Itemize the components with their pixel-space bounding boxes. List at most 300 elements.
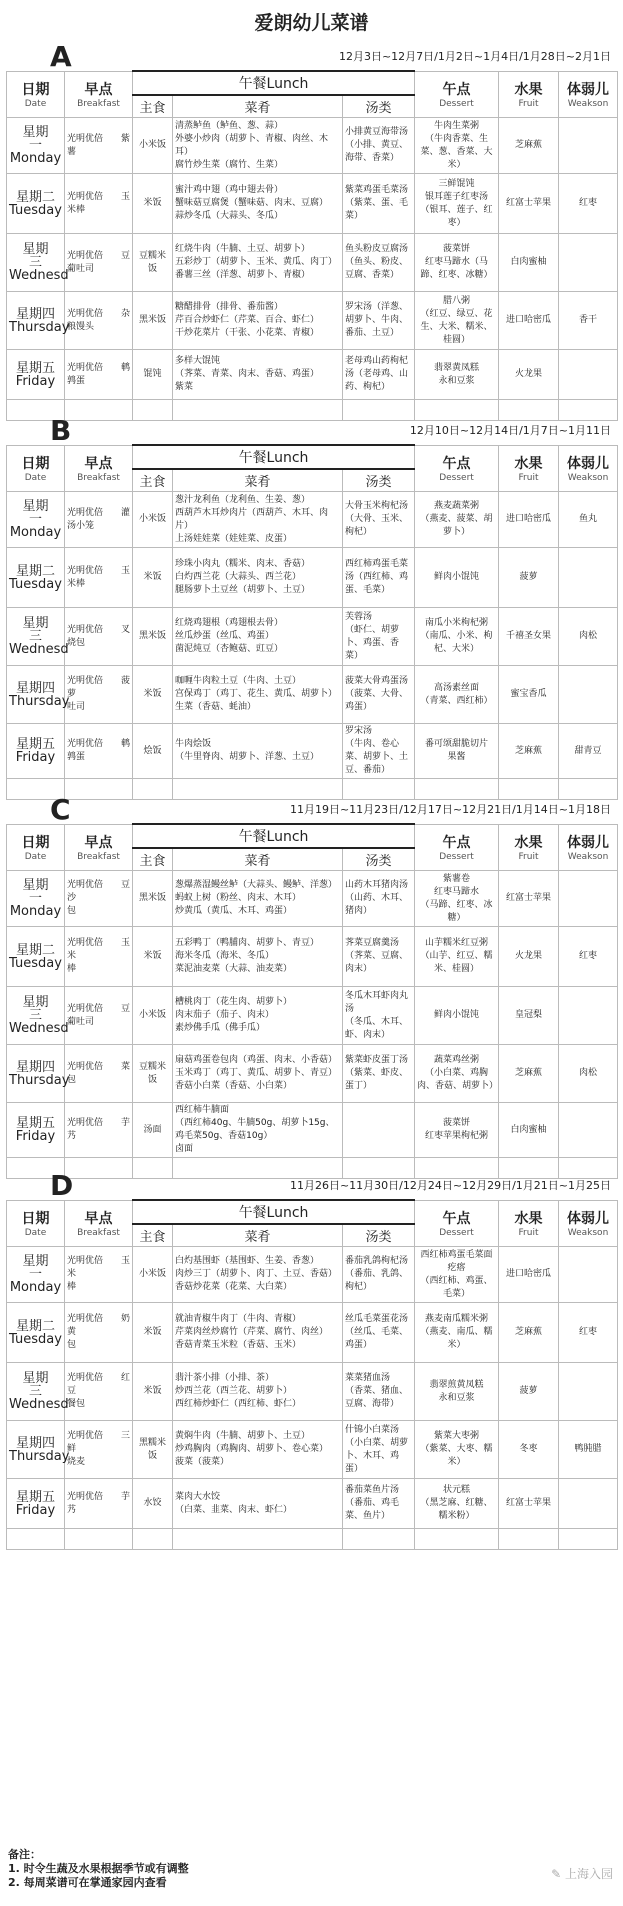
header-breakfast-cn: 早点 xyxy=(84,456,113,473)
fruit-cell: 红富士苹果 xyxy=(499,174,559,234)
header-breakfast-cn: 早点 xyxy=(84,82,113,99)
dishes-cell: 蜜汁鸡中翅（鸡中翅去骨） 蟹味菇豆腐煲（蟹味菇、肉末、豆腐） 蒜炒冬瓜（大蒜头、冬瓜） xyxy=(173,174,343,234)
blank-cell xyxy=(415,1529,499,1550)
soup-cell: 小排黄豆海带汤（小排、黄豆、海带、香菜） xyxy=(343,118,415,174)
staple-cell: 烩饭 xyxy=(133,724,173,779)
dishes-cell: 红烧鸡翅根（鸡翅根去骨） 丝瓜炒蛋（丝瓜、鸡蛋） 菌泥炖豆（杏鲍菇、豇豆） xyxy=(173,608,343,666)
weak-cell xyxy=(559,350,618,400)
dessert-cell: 牛肉生菜粥 （牛肉香菜、生菜、葱、香菜、大米） xyxy=(415,118,499,174)
header-weak-cn: 体弱儿 xyxy=(567,82,610,99)
staple-cell: 小米饭 xyxy=(133,987,173,1045)
fruit-cell: 冬枣 xyxy=(499,1421,559,1479)
breakfast-cell: 光明优倍 芋 艿 xyxy=(65,1479,133,1529)
header-staple: 主食 xyxy=(133,95,173,118)
fruit-cell: 千禧圣女果 xyxy=(499,608,559,666)
dessert-cell: 翡翠煎黄凤糕 永和豆浆 xyxy=(415,1363,499,1421)
week-section-a xyxy=(6,38,617,398)
breakfast-cell: 光明优倍 鹌 鹑蛋 xyxy=(65,350,133,400)
week-dates: 11月26日~11月30日/12月24日~12月29日/1月21日~1月25日 xyxy=(289,1179,611,1192)
header-soup: 汤类 xyxy=(343,95,415,118)
day-row xyxy=(7,174,618,234)
dessert-cell: 燕麦南瓜糯米粥 （燕麦、南瓜、糯米） xyxy=(415,1303,499,1363)
day-label xyxy=(7,927,65,987)
week-section-c xyxy=(6,791,617,1153)
header-breakfast xyxy=(65,71,133,118)
day-name: 星期 一Monday xyxy=(9,125,62,166)
dessert-cell: 山芋糯米红豆粥 （山芋、红豆、糯米、桂圆） xyxy=(415,927,499,987)
header-fruit xyxy=(499,1200,559,1247)
staple-cell: 汤面 xyxy=(133,1103,173,1158)
fruit-cell: 红富士苹果 xyxy=(499,1479,559,1529)
notes-line-1: 1. 时令生蔬及水果根据季节或有调整 xyxy=(8,1862,189,1875)
breakfast-cell: 光明优倍 菠萝 吐司 xyxy=(65,666,133,724)
header-row-1 xyxy=(7,824,618,848)
header-fruit-en: Fruit xyxy=(518,1228,539,1239)
day-row xyxy=(7,1303,618,1363)
blank-cell xyxy=(499,1529,559,1550)
day-name: 星期二 Tuesday xyxy=(9,1318,62,1347)
week-letter: A xyxy=(50,40,72,73)
header-fruit-cn: 水果 xyxy=(514,456,543,473)
header-staple: 主食 xyxy=(133,469,173,492)
dishes-cell: 就油青椒牛肉丁（牛肉、青椒） 芹菜肉丝炒腐竹（芹菜、腐竹、肉丝） 香菇青菜玉米粒（香菇、玉米） xyxy=(173,1303,343,1363)
header-date xyxy=(7,824,65,871)
header-date xyxy=(7,445,65,492)
breakfast-cell: 光明优倍 杂 粮馒头 xyxy=(65,292,133,350)
weak-cell: 鱼丸 xyxy=(559,492,618,548)
staple-cell: 豆糯米饭 xyxy=(133,234,173,292)
header-date-cn: 日期 xyxy=(21,456,50,473)
day-row xyxy=(7,1103,618,1158)
day-label xyxy=(7,1247,65,1303)
day-name: 星期 一Monday xyxy=(9,499,62,540)
day-name: 星期五 Friday xyxy=(15,1116,56,1144)
day-label xyxy=(7,492,65,548)
dessert-cell: 菠菜饼 红枣苹果枸杞粥 xyxy=(415,1103,499,1158)
dessert-cell: 西红柿鸡蛋毛菜面疙瘩 （西红柿、鸡蛋、毛菜） xyxy=(415,1247,499,1303)
day-label xyxy=(7,1103,65,1158)
fruit-cell: 进口哈密瓜 xyxy=(499,492,559,548)
header-lunch: 午餐Lunch xyxy=(133,1200,415,1224)
day-name: 星期五 Friday xyxy=(15,360,56,389)
notes xyxy=(8,1848,189,1890)
dishes-cell: 西红柿牛腩面 （西红柿40g、牛腩50g、胡萝卜15g、鸡毛菜50g、香菇10g） 卤面 xyxy=(173,1103,343,1158)
header-dishes: 菜肴 xyxy=(173,95,343,118)
blank-cell xyxy=(173,1529,343,1550)
header-date-en: Date xyxy=(24,1228,47,1239)
header-fruit xyxy=(499,824,559,871)
breakfast-cell: 光明优倍 玉米 棒 xyxy=(65,927,133,987)
day-row xyxy=(7,234,618,292)
breakfast-cell: 光明优倍 玉米棒 xyxy=(65,174,133,234)
header-weak-en: Weakson xyxy=(567,1228,609,1239)
day-label xyxy=(7,292,70,350)
dishes-cell: 红烧牛肉（牛腩、土豆、胡萝卜） 五彩炒丁（胡萝卜、玉米、黄瓜、肉丁） 番薯三丝（洋葱、胡萝卜、青椒） xyxy=(173,234,343,292)
day-row xyxy=(7,292,618,350)
staple-cell: 米饭 xyxy=(133,1363,173,1421)
dishes-cell: 糖醋排骨（排骨、番茄酱） 芹百合炒虾仁（芹菜、百合、虾仁） 干炒花菜片（干张、小花菜、青椒） xyxy=(173,292,343,350)
soup-cell: 紫菜鸡蛋毛菜汤（紫菜、蛋、毛菜） xyxy=(343,174,415,234)
header-date xyxy=(7,1200,65,1247)
header-dessert xyxy=(415,824,499,871)
header-date-en: Date xyxy=(24,99,47,110)
header-soup: 汤类 xyxy=(343,469,415,492)
soup-cell: 鱼头粉皮豆腐汤（鱼头、粉皮、豆腐、香菜） xyxy=(343,234,415,292)
staple-cell: 米饭 xyxy=(133,927,173,987)
soup-cell: 老母鸡山药枸杞汤（老母鸡、山药、枸杞） xyxy=(343,350,415,400)
staple-cell: 米饭 xyxy=(133,666,173,724)
staple-cell: 黑米饭 xyxy=(133,292,173,350)
soup-cell: 罗宋汤（洋葱、胡萝卜、牛肉、番茄、土豆） xyxy=(343,292,415,350)
fruit-cell: 火龙果 xyxy=(499,927,559,987)
fruit-cell: 菠萝 xyxy=(499,548,559,608)
week-dates: 12月10日~12月14日/1月7日~1月11日 xyxy=(409,424,611,437)
staple-cell: 米饭 xyxy=(133,548,173,608)
watermark: ✎ 上海入园 xyxy=(551,1867,613,1881)
blank-cell xyxy=(343,1529,415,1550)
day-label xyxy=(7,666,70,724)
soup-cell: 冬瓜木耳虾肉丸汤 （冬瓜、木耳、虾、肉末） xyxy=(343,987,415,1045)
day-label xyxy=(7,1303,65,1363)
blank-cell xyxy=(559,1529,618,1550)
soup-cell: 菜菜猪血汤 （香菜、猪血、豆腐、海带） xyxy=(343,1363,415,1421)
weak-cell: 香干 xyxy=(559,292,618,350)
breakfast-cell: 光明优倍 紫薯 xyxy=(65,118,133,174)
header-row-1 xyxy=(7,71,618,95)
day-row xyxy=(7,492,618,548)
soup-cell: 荠菜豆腐羹汤 （荠菜、豆腐、肉末） xyxy=(343,927,415,987)
staple-cell: 黑米饭 xyxy=(133,871,173,927)
soup-cell: 罗宋汤 （牛肉、卷心菜、胡萝卜、土豆、番茄） xyxy=(343,724,415,779)
day-label xyxy=(7,234,69,292)
breakfast-cell: 光明优倍 芋 艿 xyxy=(65,1103,133,1158)
header-breakfast-en: Breakfast xyxy=(77,99,120,110)
header-weak xyxy=(559,71,618,118)
menu-table xyxy=(6,1199,618,1550)
header-lunch: 午餐Lunch xyxy=(133,71,415,95)
day-name: 星期二 Tuesday xyxy=(9,942,62,971)
header-row-1 xyxy=(7,445,618,469)
header-fruit-en: Fruit xyxy=(518,99,539,110)
header-dessert-cn: 午点 xyxy=(442,82,471,99)
header-breakfast-en: Breakfast xyxy=(77,473,120,484)
header-date-cn: 日期 xyxy=(21,1211,50,1228)
header-weak-en: Weakson xyxy=(567,99,609,110)
day-row xyxy=(7,871,618,927)
header-lunch: 午餐Lunch xyxy=(133,824,415,848)
day-name: 星期二 Tuesday xyxy=(9,189,62,218)
header-weak-en: Weakson xyxy=(567,852,609,863)
weak-cell xyxy=(559,666,618,724)
header-breakfast-en: Breakfast xyxy=(77,1228,120,1239)
day-row xyxy=(7,118,618,174)
day-name: 星期五 Friday xyxy=(15,1489,56,1518)
week-dates: 11月19日~11月23日/12月17日~12月21日/1月14日~1月18日 xyxy=(289,803,611,816)
week-header xyxy=(6,791,617,826)
day-label xyxy=(7,1045,70,1103)
day-row xyxy=(7,987,618,1045)
dessert-cell: 翡翠黄凤糕 永和豆浆 xyxy=(415,350,499,400)
dishes-cell: 牛肉烩饭 （牛里脊肉、胡萝卜、洋葱、土豆） xyxy=(173,724,343,779)
day-label xyxy=(7,987,69,1045)
week-dates: 12月3日~12月7日/1月2日~1月4日/1月28日~2月1日 xyxy=(338,50,611,63)
day-row xyxy=(7,1363,618,1421)
fruit-cell: 火龙果 xyxy=(499,350,559,400)
header-dishes: 菜肴 xyxy=(173,469,343,492)
breakfast-cell: 光明优倍 玉 米棒 xyxy=(65,548,133,608)
staple-cell: 小米饭 xyxy=(133,492,173,548)
soup-cell: 什锦小白菜汤 （小白菜、胡萝卜、木耳、鸡蛋） xyxy=(343,1421,415,1479)
weak-cell xyxy=(559,234,618,292)
blank-cell xyxy=(133,1529,173,1550)
day-label xyxy=(7,350,65,400)
day-label xyxy=(7,1363,69,1421)
day-name: 星期四 Thursday xyxy=(9,306,70,335)
header-date xyxy=(7,71,65,118)
dishes-cell: 多样大馄饨 （荠菜、青菜、肉末、香菇、鸡蛋） 紫菜 xyxy=(173,350,343,400)
week-section-d xyxy=(6,1167,617,1537)
breakfast-cell: 光明优倍 豆 葡吐司 xyxy=(65,987,133,1045)
header-date-cn: 日期 xyxy=(21,835,50,852)
dishes-cell: 扇菇鸡蛋卷包肉（鸡蛋、肉末、小香菇） 玉米鸡丁（鸡丁、黄瓜、胡萝卜、青豆） 香菇小白菜（香菇、小白菜） xyxy=(173,1045,343,1103)
header-row-1 xyxy=(7,1200,618,1224)
staple-cell: 豆糯米饭 xyxy=(133,1045,173,1103)
header-breakfast xyxy=(65,1200,133,1247)
dishes-cell: 葱爆蒸湿鳗丝鲈（大蒜头、鳗鲈、洋葱） 蚂蚁上树（粉丝、肉末、木耳） 炒黄瓜（黄瓜、木耳、鸡蛋） xyxy=(173,871,343,927)
dishes-cell: 菜肉大水饺 （白菜、韭菜、肉末、虾仁） xyxy=(173,1479,343,1529)
day-name: 星期五 Friday xyxy=(15,737,56,765)
header-lunch: 午餐Lunch xyxy=(133,445,415,469)
week-header xyxy=(6,1167,617,1202)
day-label xyxy=(7,871,65,927)
header-fruit-en: Fruit xyxy=(518,852,539,863)
weak-cell xyxy=(559,1247,618,1303)
week-letter: C xyxy=(50,793,71,826)
fruit-cell: 芝麻蕉 xyxy=(499,1045,559,1103)
breakfast-cell: 光明优倍 红豆 餐包 xyxy=(65,1363,133,1421)
header-dessert-cn: 午点 xyxy=(442,456,471,473)
weak-cell xyxy=(559,548,618,608)
weak-cell: 红枣 xyxy=(559,1303,618,1363)
fruit-cell: 进口哈密瓜 xyxy=(499,292,559,350)
day-row xyxy=(7,1479,618,1529)
weeks-container xyxy=(0,38,623,1537)
day-row xyxy=(7,350,618,400)
day-row xyxy=(7,1421,618,1479)
header-weak xyxy=(559,1200,618,1247)
day-name: 星期 三Wednesd xyxy=(9,616,69,657)
breakfast-cell: 光明优倍 灌 汤小笼 xyxy=(65,492,133,548)
dishes-cell: 五彩鸭丁（鸭脯肉、胡萝卜、青豆） 海米冬瓜（海米、冬瓜） 菜泥油麦菜（大蒜、油麦菜） xyxy=(173,927,343,987)
header-dessert xyxy=(415,1200,499,1247)
watermark-text: 上海入园 xyxy=(564,1867,613,1881)
weak-cell xyxy=(559,1363,618,1421)
weak-cell: 甜青豆 xyxy=(559,724,618,779)
header-breakfast-cn: 早点 xyxy=(84,835,113,852)
dishes-cell: 白灼基围虾（基围虾、生姜、香葱） 肉炒三丁（胡萝卜、肉丁、土豆、香菇） 香菇炒花菜（花菜、大白菜） xyxy=(173,1247,343,1303)
dessert-cell: 菠菜饼 红枣马蹄水（马蹄、红枣、冰糖） xyxy=(415,234,499,292)
header-dessert-en: Dessert xyxy=(439,1228,474,1239)
soup-cell: 紫菜虾皮蛋丁汤 （紫菜、虾皮、蛋丁） xyxy=(343,1045,415,1103)
staple-cell: 水饺 xyxy=(133,1479,173,1529)
fruit-cell: 芝麻蕉 xyxy=(499,1303,559,1363)
dishes-cell: 槽桃肉丁（花生肉、胡萝卜） 肉末茄子（茄子、肉末） 素炒佛手瓜（佛手瓜） xyxy=(173,987,343,1045)
day-label xyxy=(7,548,65,608)
day-name: 星期二 Tuesday xyxy=(9,563,62,592)
soup-cell: 番茄菜鱼片汤 （番茄、鸡毛菜、鱼片） xyxy=(343,1479,415,1529)
blank-cell xyxy=(7,1529,65,1550)
blank-cell xyxy=(65,1529,133,1550)
header-soup: 汤类 xyxy=(343,848,415,871)
week-header xyxy=(6,38,617,73)
header-dessert-en: Dessert xyxy=(439,99,474,110)
fruit-cell: 白肉蜜柚 xyxy=(499,1103,559,1158)
menu-table xyxy=(6,444,618,800)
weak-cell: 肉松 xyxy=(559,608,618,666)
header-fruit xyxy=(499,71,559,118)
fruit-cell: 芝麻蕉 xyxy=(499,118,559,174)
menu-table xyxy=(6,823,618,1179)
blank-row xyxy=(7,1529,618,1550)
header-breakfast-en: Breakfast xyxy=(77,852,120,863)
day-row xyxy=(7,548,618,608)
dessert-cell: 燕麦蔬菜粥 （燕麦、菠菜、胡萝卜） xyxy=(415,492,499,548)
header-weak xyxy=(559,445,618,492)
dessert-cell: 腊八粥 （红豆、绿豆、花生、大米、糯米、桂圆） xyxy=(415,292,499,350)
dessert-cell: 高汤素丝面 （青菜、西红柿） xyxy=(415,666,499,724)
weak-cell: 红枣 xyxy=(559,174,618,234)
weak-cell: 鸭肫腊 xyxy=(559,1421,618,1479)
day-name: 星期 一Monday xyxy=(9,878,62,919)
header-weak-cn: 体弱儿 xyxy=(567,456,610,473)
fruit-cell: 芝麻蕉 xyxy=(499,724,559,779)
day-label xyxy=(7,118,65,174)
notes-line-2: 2. 每周菜谱可在掌通家园内查看 xyxy=(8,1876,167,1889)
staple-cell: 小米饭 xyxy=(133,1247,173,1303)
dessert-cell: 番可颂甜脆切片 果酱 xyxy=(415,724,499,779)
notes-label: 备注： xyxy=(8,1848,41,1861)
header-date-cn: 日期 xyxy=(21,82,50,99)
day-name: 星期 一Monday xyxy=(9,1254,62,1295)
day-label xyxy=(7,1421,70,1479)
weak-cell xyxy=(559,1479,618,1529)
header-date-en: Date xyxy=(24,473,47,484)
header-breakfast xyxy=(65,824,133,871)
header-dessert-en: Dessert xyxy=(439,473,474,484)
header-breakfast-cn: 早点 xyxy=(84,1211,113,1228)
header-soup: 汤类 xyxy=(343,1224,415,1247)
day-label xyxy=(7,608,69,666)
header-weak-cn: 体弱儿 xyxy=(567,835,610,852)
header-weak-en: Weakson xyxy=(567,473,609,484)
header-dessert-cn: 午点 xyxy=(442,1211,471,1228)
dessert-cell: 蔬菜鸡丝粥 （小白菜、鸡胸肉、香菇、胡萝卜） xyxy=(415,1045,499,1103)
dishes-cell: 清蒸鲈鱼（鲈鱼、葱、蒜） 外婆小炒肉（胡萝卜、青椒、肉丝、木耳） 腐竹炒生菜（腐竹、生菜） xyxy=(173,118,343,174)
staple-cell: 馄饨 xyxy=(133,350,173,400)
header-staple: 主食 xyxy=(133,1224,173,1247)
day-name: 星期四 Thursday xyxy=(9,1435,70,1464)
breakfast-cell: 光明优倍 叉 烧包 xyxy=(65,608,133,666)
header-weak-cn: 体弱儿 xyxy=(567,1211,610,1228)
weak-cell: 肉松 xyxy=(559,1045,618,1103)
header-fruit xyxy=(499,445,559,492)
day-name: 星期 三Wednesd xyxy=(9,242,69,283)
weak-cell xyxy=(559,987,618,1045)
dessert-cell: 南瓜小米枸杞粥 （南瓜、小米、枸杞、大米） xyxy=(415,608,499,666)
dishes-cell: 翡汁茶小排（小排、茶） 炒西兰花（西兰花、胡萝卜） 西红柿炒虾仁（西红柿、虾仁） xyxy=(173,1363,343,1421)
weak-cell: 红枣 xyxy=(559,927,618,987)
week-letter: D xyxy=(50,1169,74,1202)
day-name: 星期四 Thursday xyxy=(9,1059,70,1088)
day-label xyxy=(7,1479,65,1529)
staple-cell: 黑米饭 xyxy=(133,608,173,666)
header-fruit-cn: 水果 xyxy=(514,1211,543,1228)
dishes-cell: 咖喱牛肉粒土豆（牛肉、土豆） 宫保鸡丁（鸡丁、花生、黄瓜、胡萝卜） 生菜（香菇、蚝油） xyxy=(173,666,343,724)
breakfast-cell: 光明优倍 奶黄 包 xyxy=(65,1303,133,1363)
day-row xyxy=(7,927,618,987)
dessert-cell: 三鲜馄饨 银耳莲子红枣汤（银耳、莲子、红枣） xyxy=(415,174,499,234)
fruit-cell: 进口哈密瓜 xyxy=(499,1247,559,1303)
soup-cell: 芙蓉汤 （虾仁、胡萝卜、鸡蛋、香菜） xyxy=(343,608,415,666)
header-fruit-cn: 水果 xyxy=(514,835,543,852)
header-dishes: 菜肴 xyxy=(173,1224,343,1247)
soup-cell: 番茄乳鸽枸杞汤 （番茄、乳鸽、枸杞） xyxy=(343,1247,415,1303)
soup-cell: 菠菜大骨鸡蛋汤（菠菜、大骨、鸡蛋） xyxy=(343,666,415,724)
day-name: 星期 三Wednesd xyxy=(9,995,69,1036)
day-row xyxy=(7,724,618,779)
menu-table xyxy=(6,70,618,421)
header-dessert xyxy=(415,71,499,118)
day-row xyxy=(7,1045,618,1103)
breakfast-cell: 光明优倍 玉米 棒 xyxy=(65,1247,133,1303)
staple-cell: 黑糯米饭 xyxy=(133,1421,173,1479)
weak-cell xyxy=(559,871,618,927)
dessert-cell: 紫菜大枣粥 （紫菜、大枣、糯米） xyxy=(415,1421,499,1479)
breakfast-cell: 光明优倍 三鲜 烧麦 xyxy=(65,1421,133,1479)
header-fruit-en: Fruit xyxy=(518,473,539,484)
header-staple: 主食 xyxy=(133,848,173,871)
soup-cell: 丝瓜毛菜蛋花汤 （丝瓜、毛菜、鸡蛋） xyxy=(343,1303,415,1363)
weak-cell xyxy=(559,1103,618,1158)
fruit-cell: 红富士苹果 xyxy=(499,871,559,927)
soup-cell: 山药木耳猪肉汤 （山药、木耳、猪肉） xyxy=(343,871,415,927)
day-label xyxy=(7,174,65,234)
day-label xyxy=(7,724,65,779)
breakfast-cell: 光明优倍 菜 包 xyxy=(65,1045,133,1103)
dessert-cell: 鲜肉小馄饨 xyxy=(415,987,499,1045)
header-fruit-cn: 水果 xyxy=(514,82,543,99)
weak-cell xyxy=(559,118,618,174)
staple-cell: 米饭 xyxy=(133,1303,173,1363)
breakfast-cell: 光明优倍 豆沙 包 xyxy=(65,871,133,927)
day-row xyxy=(7,608,618,666)
week-header xyxy=(6,412,617,447)
day-row xyxy=(7,1247,618,1303)
dessert-cell: 紫薯卷 红枣马蹄水 （马蹄、红枣、冰糖） xyxy=(415,871,499,927)
dishes-cell: 黄焖牛肉（牛腩、胡萝卜、土豆） 炒鸡胸肉（鸡胸肉、胡萝卜、卷心菜） 菠菜（菠菜） xyxy=(173,1421,343,1479)
header-dessert-cn: 午点 xyxy=(442,835,471,852)
week-section-b xyxy=(6,412,617,777)
header-dishes: 菜肴 xyxy=(173,848,343,871)
header-weak xyxy=(559,824,618,871)
header-dessert-en: Dessert xyxy=(439,852,474,863)
staple-cell: 小米饭 xyxy=(133,118,173,174)
header-dessert xyxy=(415,445,499,492)
week-letter: B xyxy=(50,414,72,447)
header-date-en: Date xyxy=(24,852,47,863)
dessert-cell: 状元糕 （黑芝麻、红糖、糯米粉） xyxy=(415,1479,499,1529)
day-name: 星期四 Thursday xyxy=(9,680,70,709)
